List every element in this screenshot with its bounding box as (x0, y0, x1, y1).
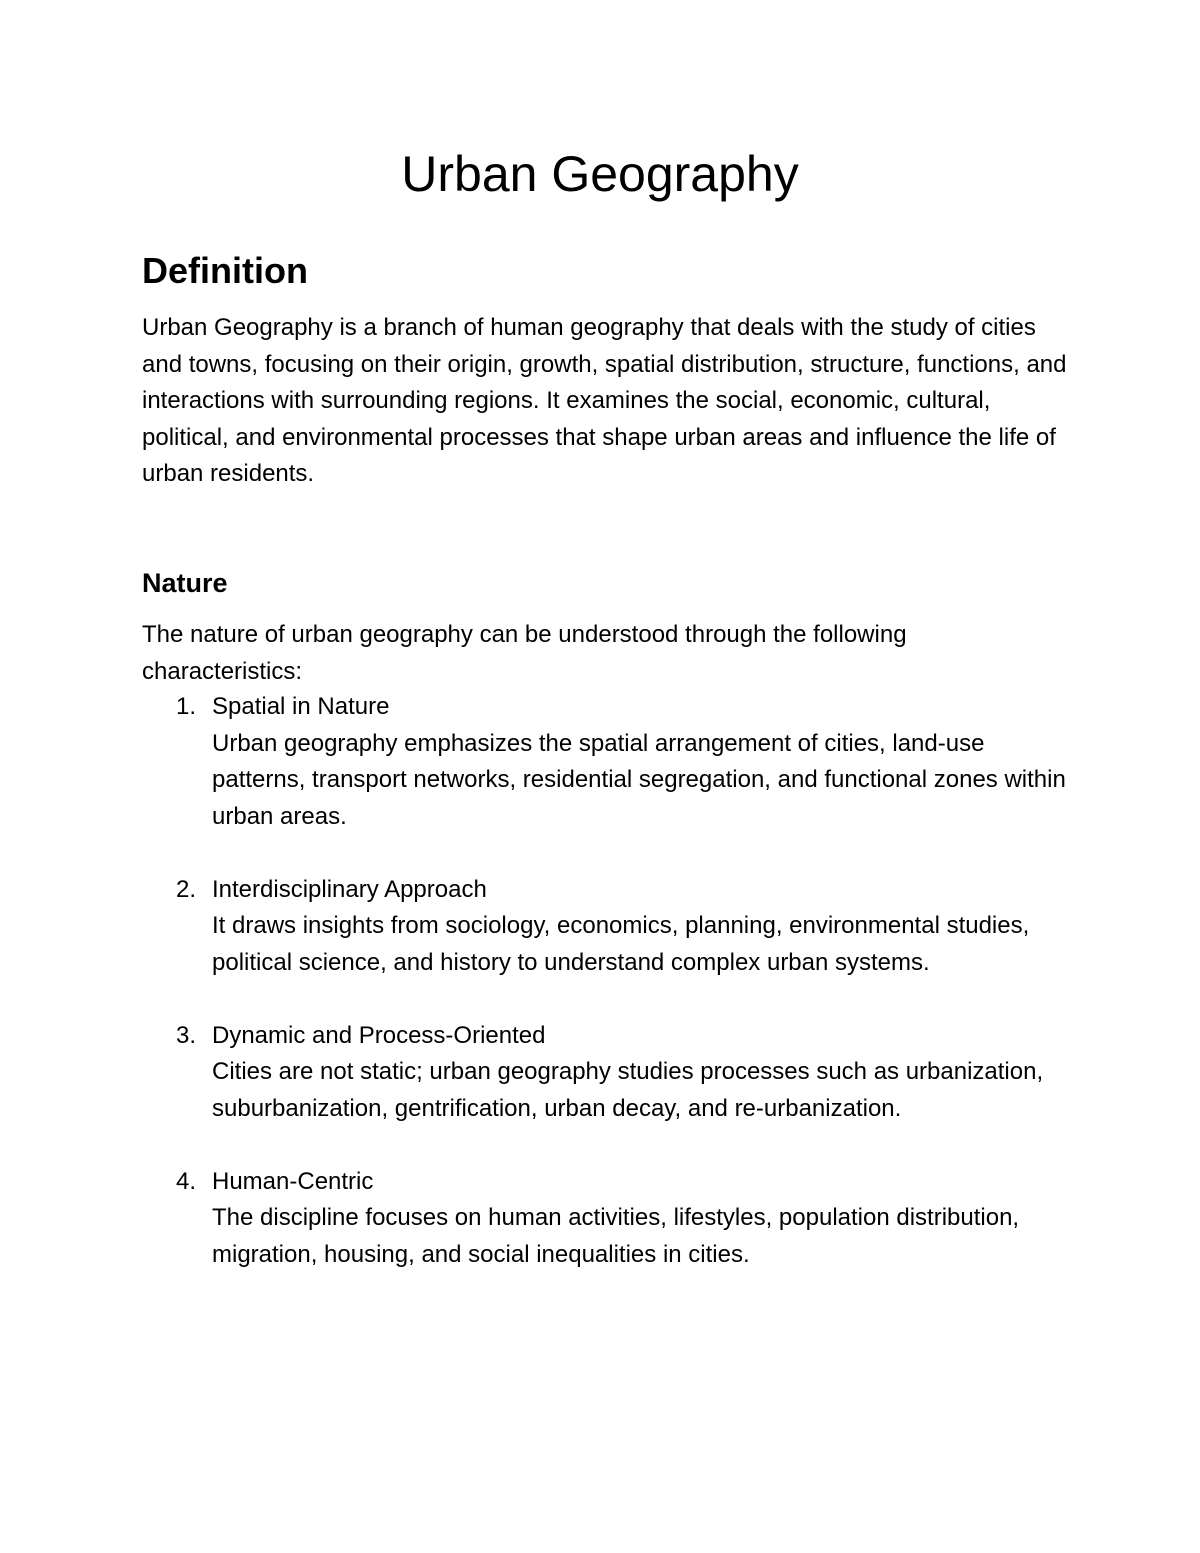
list-item-title: Human-Centric (212, 1167, 374, 1195)
nature-intro-paragraph: The nature of urban geography can be understood through the following characteristics: (142, 621, 907, 685)
list-item (142, 872, 1082, 982)
list-item-number: 2. (176, 875, 197, 903)
list-item (142, 1164, 1082, 1274)
list-item-description: The discipline focuses on human activities, lifestyles, population distribution, migration, housing, and social inequalities in cities. (212, 1204, 1020, 1268)
list-item-title: Interdisciplinary Approach (212, 875, 487, 903)
list-item-description: It draws insights from sociology, economics, planning, environmental studies, political science, and history to understand complex urban systems. (212, 912, 1030, 976)
list-item-title: Dynamic and Process-Oriented (212, 1021, 546, 1049)
list-item-description: Urban geography emphasizes the spatial arrangement of cities, land-use patterns, transport networks, residential segregation, and functional zones within urban areas. (212, 729, 1066, 830)
list-item-description: Cities are not static; urban geography studies processes such as urbanization, suburbanization, gentrification, urban decay, and re-urbanization. (212, 1058, 1044, 1122)
list-item-number: 1. (176, 693, 197, 720)
list-item (142, 1018, 1082, 1128)
nature-heading: Nature (142, 568, 228, 598)
definition-heading: Definition (142, 250, 308, 291)
nature-characteristics-list (142, 689, 1082, 1310)
list-item-number: 4. (176, 1167, 197, 1195)
list-item-number: 3. (176, 1021, 197, 1049)
list-item (142, 689, 1082, 835)
definition-paragraph: Urban Geography is a branch of human geography that deals with the study of cities and towns, focusing on their origin, growth, spatial distribution, structure, functions, and interactions with surrounding regions. It examines the social, economic, cultural, political, and environmental processes that shape urban areas and influence the life of urban residents. (142, 314, 1067, 487)
list-item-title: Spatial in Nature (212, 693, 390, 720)
document-title: Urban Geography (401, 146, 799, 202)
